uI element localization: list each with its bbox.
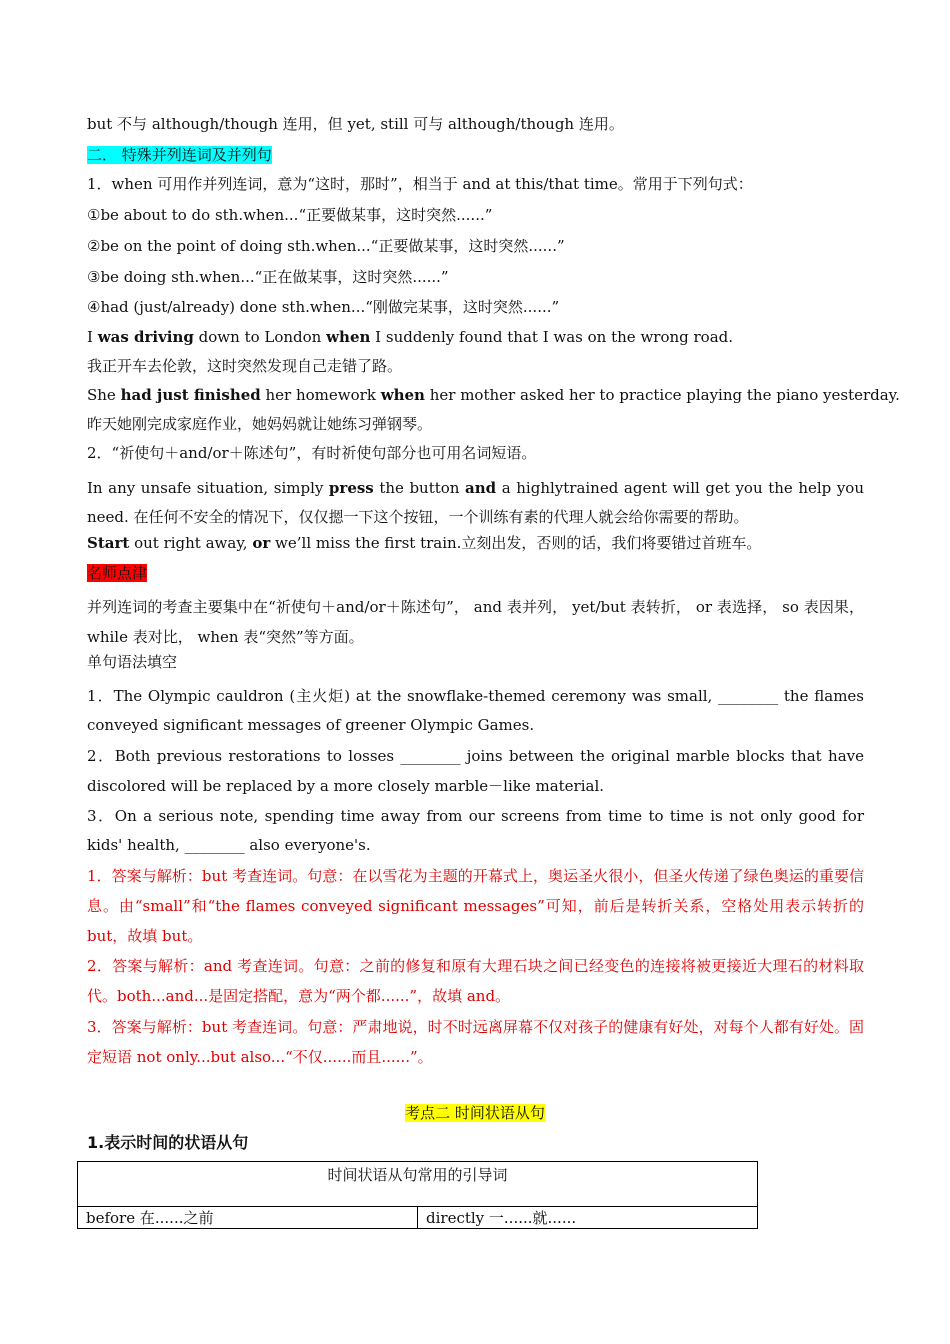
tip-paragraph: 并列连词的考查主要集中在“祈使句＋and/or＋陈述句”， and 表并列， yet/but 表转折， or 表选择， so 表因果， while 表对比， when 表“突然”等方面。 — [87, 598, 864, 646]
table-cell: directly 一......就...... — [418, 1207, 758, 1229]
example-translation: 昨天她刚完成家庭作业，她妈妈就让她练习弹钢琴。 — [87, 415, 433, 433]
conjunction-table — [77, 1161, 758, 1229]
pattern-3: ③be doing sth.when...“正在做某事，这时突然......” — [87, 268, 449, 286]
answer-3: 3．答案与解析：but 考查连词。句意：严肃地说，时不时远离屏幕不仅对孩子的健康有好处，对每个人都有好处。固定短语 not only...but also...“不仅......而且......”。 — [87, 1018, 864, 1066]
exercise-title: 单句语法填空 — [87, 653, 178, 671]
section-title: 考点二 时间状语从句 — [405, 1104, 545, 1122]
example-paragraph: In any unsafe situation, simply press the button and a highlytrained agent will get you the help you need. 在任何不安全的情况下，仅仅摁一下这个按钮，一个训练有素的代理人就会给你需要的帮助。 — [87, 479, 865, 526]
answer-1: 1．答案与解析：but 考查连词。句意：在以雪花为主题的开幕式上，奥运圣火很小，但圣火传递了绿色奥运的重要信息。由“small”和“the flames conveyed significant messages”可知，前后是转折关系，空格处用表示转折的 but，故填 but。 — [87, 867, 864, 945]
example-sentence: She had just finished her homework when her mother asked her to practice playing the piano yesterday. — [87, 386, 900, 404]
table-cell: before 在......之前 — [78, 1207, 418, 1229]
pattern-1: ①be about to do sth.when...“正要做某事，这时突然......” — [87, 206, 493, 224]
answer-2: 2．答案与解析：and 考查连词。句意：之前的修复和原有大理石块之间已经变色的连接将被更接近大理石的材料取代。both...and...是固定搭配，意为“两个都......”，故填 and。 — [87, 957, 864, 1005]
question-3: 3．On a serious note, spending time away from our screens from time to time is not only good for kids' health, ________ also everyone's. — [87, 807, 864, 854]
section-heading: 二． 特殊并列连词及并列句 — [87, 146, 272, 164]
text-line: but 不与 although/though 连用，但 yet, still 可与 although/though 连用。 — [87, 115, 624, 133]
text-line: 2．“祈使句＋and/or＋陈述句”，有时祈使句部分也可用名词短语。 — [87, 444, 537, 462]
sub-heading: 1.表示时间的状语从句 — [87, 1133, 249, 1152]
pattern-4: ④had (just/already) done sth.when...“刚做完某事，这时突然......” — [87, 298, 560, 316]
example-translation: 我正开车去伦敦，这时突然发现自己走错了路。 — [87, 357, 403, 375]
pattern-2: ②be on the point of doing sth.when...“正要做某事，这时突然......” — [87, 237, 565, 255]
example-sentence: I was driving down to London when I suddenly found that I was on the wrong road. — [87, 328, 734, 346]
example-sentence: Start out right away, or we’ll miss the first train.立刻出发，否则的话，我们将要错过首班车。 — [87, 534, 762, 552]
tip-label: 名师点津 — [87, 564, 148, 582]
question-1: 1．The Olympic cauldron (主火炬) at the snowflake-themed ceremony was small, ________ the flames conveyed significant messages of greener Olympic Games. — [87, 687, 864, 734]
table-header: 时间状语从句常用的引导词 — [78, 1162, 758, 1207]
question-2: 2．Both previous restorations to losses ________ joins between the original marble blocks that have discolored will be replaced by a more closely marble－like material. — [87, 747, 864, 795]
text-line: 1．when 可用作并列连词，意为“这时，那时”，相当于 and at this/that time。常用于下列句式： — [87, 175, 753, 193]
